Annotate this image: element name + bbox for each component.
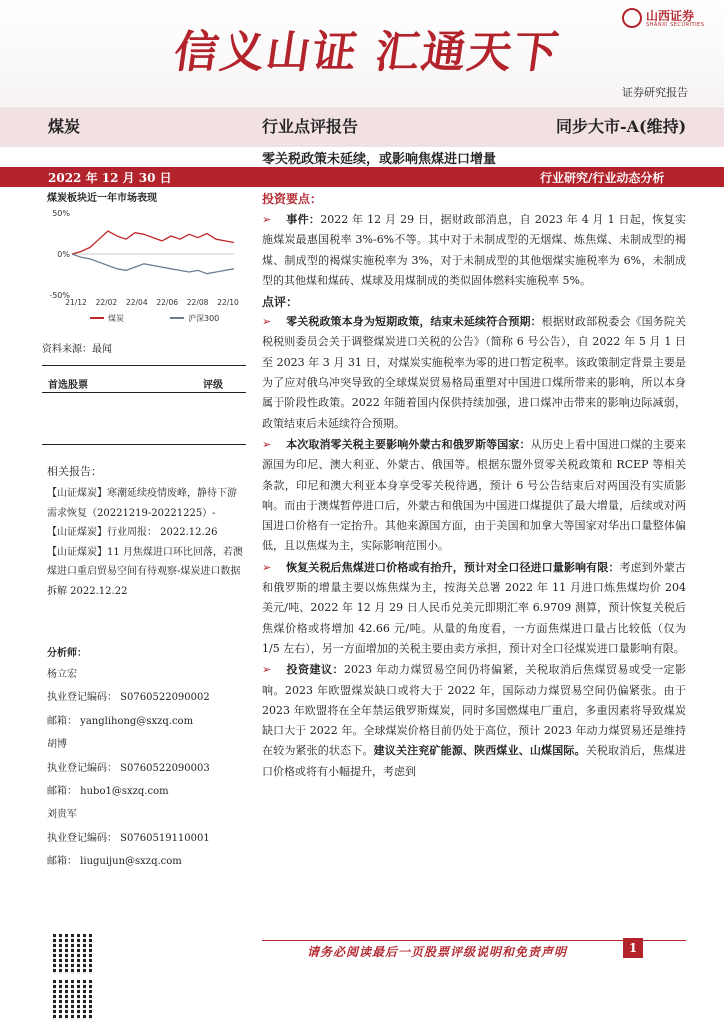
- related-reports-header: 相关报告：: [47, 465, 102, 478]
- paragraph-text: 2022 年 12 月 29 日，据财政部消息，自 2023 年 4 月 1 日起，恢复实施煤炭最惠国税率 3%-6%不等。其中对于未制成型的无烟煤、炼焦煤、未制成型的褐煤、制成型的褐煤实施税率为 3%，对于未制成型的其他烟煤实施税率为 6%，未制成型的其他煤和煤砖、煤球及用煤制成的类似固体燃料实施税率 5%。: [262, 213, 686, 287]
- x-tick-label: 22/10: [217, 298, 239, 307]
- top-picks-header: 首选股票: [48, 380, 88, 391]
- analyst-email[interactable]: 邮箱： hubo1@sxzq.com: [47, 786, 169, 798]
- x-tick-label: 22/06: [156, 298, 179, 307]
- y-tick-label: 50%: [52, 209, 70, 218]
- arrow-bullet-icon: ➢: [262, 663, 272, 677]
- disclaimer-notice: 请务必阅读最后一页股票评级说明和免责声明: [307, 945, 568, 959]
- x-tick-label: 22/02: [95, 298, 118, 307]
- industry-label: 煤炭: [48, 117, 81, 136]
- comment-header: 点评：: [262, 295, 299, 310]
- related-report-link[interactable]: 【山证煤炭】11 月焦煤进口环比回落，若澳煤进口重启贸易空间有待观察-煤炭进口数据拆解 2022.12.22: [47, 546, 243, 597]
- paragraph-text: 考虑到外蒙古和俄罗斯的增量主要以炼焦煤为主，按海关总署 2022 年 11 月进口炼焦煤均价 204 美元/吨、2022 年 12 月 29 日人民币兑美元即期汇率 6.9709 测算，预计恢复关税后焦煤价格或将增加 42.66 元/吨。从量的角度看，一方面焦煤进口量占比较低（仅为 1/5 左右），另一方面增加的关税主要由卖方承担，预计对全口径煤炭进口量影响有限。: [262, 560, 687, 655]
- related-report-link[interactable]: 【山证煤炭】寒潮延续疫情废峰，静待下游需求恢复（20221219-20221225）-: [47, 488, 237, 519]
- investment-points-header: 投资要点：: [262, 192, 323, 206]
- chart-source: 资料来源：最闻: [42, 344, 112, 355]
- analyst-email[interactable]: 邮箱： liuguijun@sxzq.com: [47, 856, 182, 868]
- series-line-coal: [72, 231, 234, 254]
- x-tick-label: 22/04: [125, 298, 148, 307]
- legend-label: 沪深300: [188, 314, 220, 323]
- paragraph-text: 从历史上看中国进口煤的主要来源国为印尼、澳大利亚、外蒙古、俄国等。根据东盟外贸零关税政策和 RCEP 等相关条款，印尼和澳大利亚本身享受零关税待遇，预计 6 号公告结束后对两国没有实质影响。而由于澳煤暂停进口后，外蒙古和俄国为中国进口煤提供了最大增量，后续或对两国进口价格有一定抬升。其他来源国方面，由于美国和加拿大等国家对华出口量整体偏低，且以焦煤为主，实际影响范围小。: [262, 437, 687, 553]
- x-tick-label: 22/08: [186, 298, 209, 307]
- paragraph-investment-advice: [262, 660, 686, 782]
- analyst-name: 杨立宏: [47, 669, 77, 680]
- paragraph-lead: 恢复关税后焦煤进口价格或有抬升，预计对全口径进口量影响有限：: [286, 560, 620, 574]
- arrow-bullet-icon: ➢: [262, 437, 272, 451]
- y-tick-label: 0%: [57, 250, 70, 259]
- recommended-stocks: 建议关注兖矿能源、陕西煤业、山煤国际。: [373, 744, 586, 758]
- analyst-name: 刘贵军: [47, 809, 77, 821]
- paragraph-event: [262, 210, 686, 291]
- analyst-license: 执业登记编码： S0760522090002: [47, 692, 210, 704]
- chart-title: 煤炭板块近一年市场表现: [47, 193, 157, 204]
- logo-name: 山西证券: [646, 9, 695, 23]
- divider: [42, 392, 246, 393]
- logo-mark-icon: [622, 8, 642, 28]
- arrow-bullet-icon: ➢: [262, 315, 272, 329]
- paragraph-lead: 事件：: [286, 213, 321, 226]
- paragraph-policy: [262, 312, 686, 434]
- company-logo: [622, 6, 716, 32]
- report-body: [262, 188, 686, 783]
- report-category: 行业研究/行业动态分析: [540, 171, 665, 185]
- analyst-license: 执业登记编码： S0760522090003: [47, 762, 210, 774]
- y-tick-label: -50%: [49, 291, 70, 300]
- report-headline: 零关税政策未延续，或影响焦煤进口增量: [262, 152, 497, 167]
- qr-code-icon: [53, 934, 93, 974]
- analysts-header: 分析师：: [47, 648, 87, 659]
- legend-label: 煤炭: [108, 314, 124, 323]
- paragraph-text: 2023 年动力煤贸易空间仍将偏紧，关税取消后焦煤贸易或受一定影响。2023 年欧盟煤炭缺口或将大于 2022 年，国际动力煤贸易空间仍偏紧张。由于 2023 年欧盟将在全年禁运俄罗斯煤炭，同时多国燃煤电厂重启，多重因素将导致煤炭缺口大于 2022 年。全球煤炭价格目前仍处于高位，预计 2023 年动力煤贸易还是维持在较为紧张的状态下。: [262, 663, 686, 758]
- analyst-name: 胡博: [47, 739, 67, 751]
- arrow-bullet-icon: ➢: [262, 560, 272, 574]
- market-performance-chart: [34, 199, 246, 331]
- top-picks-rating-header: 评级: [203, 380, 223, 391]
- paragraph-text: 根据财政部税委会《国务院关税税则委员会关于调整煤炭进口关税的公告》（简称 6 号公告），自 2022 年 5 月 1 日至 2023 年 3 月 31 日，对煤炭实施税率为零的进口暂定税率。该政策制定背景主要是为了应对俄乌冲突导致的全球煤炭贸易格局重塑对中国进口煤所带来的影响，所以本身属于阶段性政策。2022 年随着国内保供持续加强，进口煤冲击带来的影响边际减弱，政策结束后未延续符合预期。: [262, 315, 687, 430]
- page-number: 1: [623, 938, 643, 958]
- report-date: 2022 年 12 月 30 日: [48, 171, 172, 185]
- report-kind: 证券研究报告: [622, 86, 688, 99]
- slogan: 信义山证 汇通天下: [170, 27, 564, 78]
- logo-english-name: SHANXI SECURITIES: [646, 22, 705, 28]
- paragraph-countries: [262, 435, 686, 557]
- divider: [42, 444, 246, 445]
- arrow-bullet-icon: ➢: [262, 213, 272, 226]
- qr-code-icon: [53, 980, 93, 1020]
- series-line-csi300: [72, 254, 234, 274]
- analyst-email[interactable]: 邮箱： yanglihong@sxzq.com: [47, 715, 194, 727]
- paragraph-lead: 零关税政策本身为短期政策，结束未延续符合预期：: [286, 315, 542, 329]
- related-report-link[interactable]: 【山证煤炭】行业周报： 2022.12.26: [47, 527, 218, 538]
- analysts-list: [47, 663, 247, 874]
- analyst-license: 执业登记编码： S0760519110001: [47, 832, 210, 844]
- industry-rating: 同步大市-A(维持): [556, 117, 687, 136]
- related-reports: [47, 484, 243, 601]
- paragraph-text: 关税取消后，焦煤进口价格或将有小幅提升，考虑到: [262, 744, 687, 778]
- report-type: 行业点评报告: [262, 117, 359, 136]
- divider: [42, 365, 246, 366]
- paragraph-price-impact: [262, 558, 686, 659]
- paragraph-lead: 投资建议：: [286, 663, 344, 677]
- x-tick-label: 21/12: [65, 298, 87, 307]
- paragraph-lead: 本次取消零关税主要影响外蒙古和俄罗斯等国家：: [286, 437, 531, 451]
